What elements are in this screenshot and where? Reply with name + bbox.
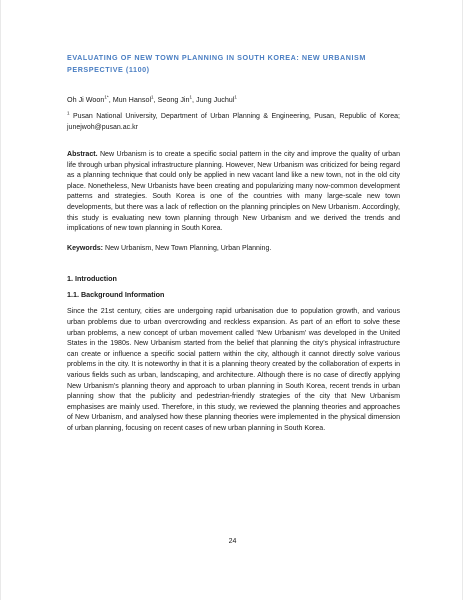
author-name: Seong Jin [157, 95, 190, 104]
abstract-paragraph [67, 150, 400, 235]
section-heading: 1. Introduction [67, 274, 117, 284]
author-name: Mun Hansol [112, 95, 152, 104]
author-affiliation-mark: 1 [234, 94, 237, 100]
keywords-line [67, 244, 400, 255]
author-separator: , [153, 95, 158, 104]
keywords-label: Keywords: [67, 244, 104, 252]
author-affiliation-mark: 1 [189, 94, 193, 100]
paper-title: EVALUATING OF NEW TOWN PLANNING IN SOUTH KOREA: NEW URBANISM PERSPECTIVE (1100) [67, 53, 366, 74]
author-name: Oh Ji Woon [67, 95, 105, 104]
body-paragraph: Since the 21st century, cities are undergoing rapid urbanisation due to population growth, and various urban problems due to urban overcrowding and reckless expansion. As part of an effort to solve these urban problems, a new concept of urban movement called ‘New Urbanism’ was developed in the United States in the 1980s. New Urbanism started from the belief that planning the city’s physical infrastructure can create or influence a specific social pattern within the city, although it cannot directly solve various problems in the city. It is noteworthy in that it is a planning theory created by the collaboration of experts in various fields such as urban, landscaping, and architecture. Although there is no case of directly applying New Urbanism’s planning theory and approach to urban planning in South Korea, recent trends in urban planning show that the publicity and pedestrian-friendly strategies of the city that New Urbanism emphasises are mainly used. Therefore, in this study, we reviewed the planning theories and approaches of New Urbanism, and analysed how these planning theories were implemented in the physical dimension of urban planning, focusing on recent cases of new urban planning in South Korea. [67, 308, 400, 432]
abstract-text: New Urbanism is to create a specific social pattern in the city and improve the quality of urban life through urban physical infrastructure planning. However, New Urbanism was criticized for being regard as a planning technique that could only be applied in new vacant land like a new town, not in the old city place. Nonetheless, New Urbanists have been creating and popularizing many now-common development patterns and strategies. South Korea is one of the countries with many large-scale new town developments, but there was a lack of reflection on the planning principles on New Urbanism. Accordingly, this study is evaluating new town planning through New Urbanism and we derived the trends and implications of new town planning in South Korea. [67, 151, 400, 233]
affiliation-text: Pusan National University, Department of Urban Planning & Engineering, Pusan, Republic of Korea; junejwoh@pusan.ac.kr [67, 113, 400, 131]
author-separator: , [192, 95, 197, 104]
page-number: 24 [228, 538, 237, 545]
author-affiliation [67, 112, 400, 133]
author-affiliation-mark: 1* [104, 94, 109, 100]
author-separator: , [108, 95, 113, 104]
subsection-heading: 1.1. Background Information [67, 290, 165, 300]
author-list [67, 95, 400, 105]
abstract-label: Abstract. [67, 151, 98, 158]
keywords-text: New Urbanism, New Town Planning, Urban Planning. [103, 244, 272, 252]
affiliation-mark: 1 [67, 110, 70, 116]
author-affiliation-mark: 1 [151, 94, 154, 100]
author-name: Jung Juchul [196, 95, 235, 104]
page-content [67, 52, 400, 434]
